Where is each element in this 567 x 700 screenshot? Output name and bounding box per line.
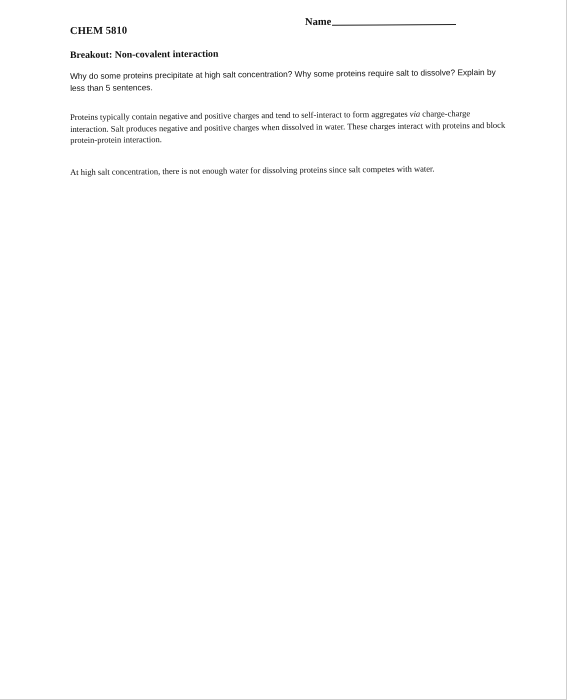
answer-paragraph-1-part-a: Proteins typically contain negative and positive charges and tend to self-interact to form aggregates	[70, 108, 410, 122]
name-blank-line	[332, 24, 456, 26]
course-code: CHEM 5810	[69, 25, 128, 37]
name-label: Name	[304, 16, 332, 28]
breakout-title: Breakout: Non-covalent interaction	[69, 48, 219, 61]
answer-paragraph-1	[70, 108, 510, 147]
answer-paragraph-2: At high salt concentration, there is not enough water for dissolving proteins since salt competes with water.	[70, 163, 435, 177]
question-text: Why do some proteins precipitate at high salt concentration? Why some proteins require salt to dissolve? Explain by less than 5 sentences.	[70, 66, 496, 93]
answer-paragraph-1-part-b: charge-charge interaction. Salt produces negative and positive charges when dissolved in water. These charges interact with proteins and block protein-protein interaction.	[70, 108, 506, 145]
name-field	[305, 16, 456, 28]
answer-paragraph-1-italic: via	[409, 108, 421, 119]
